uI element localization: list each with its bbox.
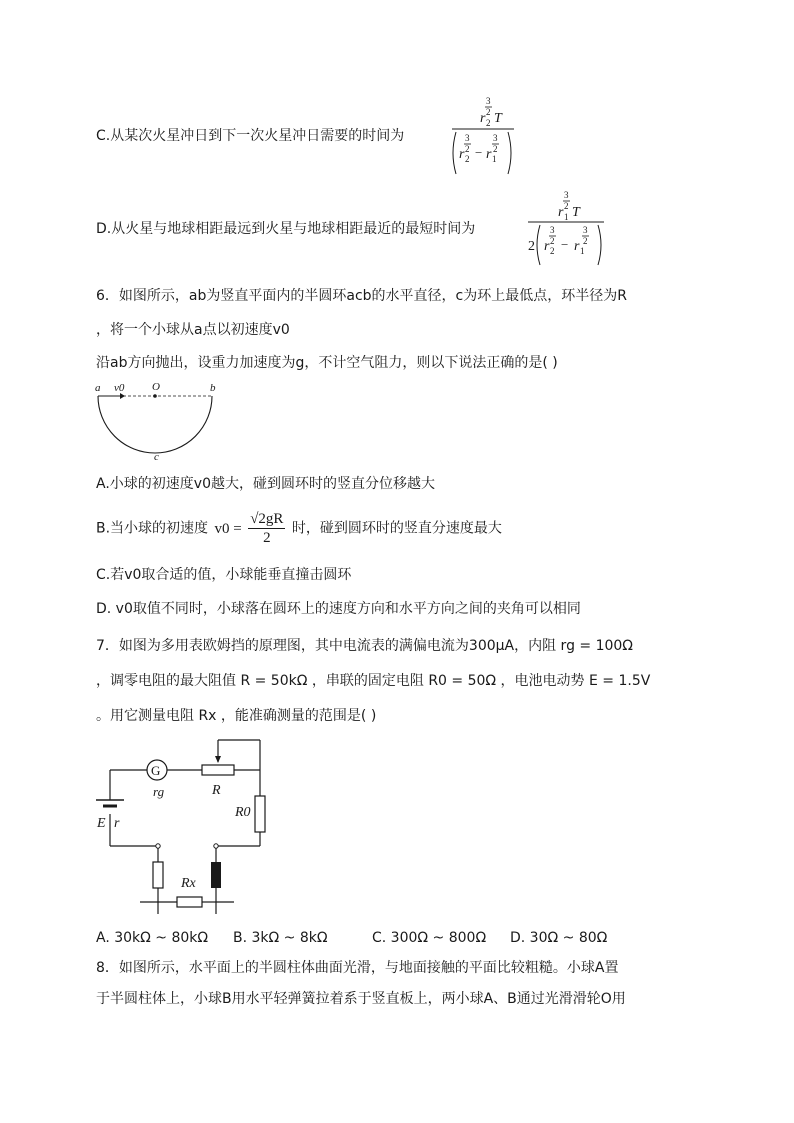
label-b: b	[210, 382, 216, 394]
svg-text:3: 3	[550, 225, 555, 235]
svg-text:3: 3	[564, 190, 569, 200]
svg-text:T: T	[572, 205, 580, 220]
label-O: O	[152, 381, 160, 393]
q5-option-c-formula	[448, 96, 528, 182]
q6-semicircle-figure	[92, 380, 222, 462]
q6-option-b-lhs: v0 =	[214, 520, 242, 537]
svg-text:1: 1	[580, 246, 585, 256]
svg-text:r: r	[544, 239, 550, 254]
svg-text:2: 2	[486, 118, 491, 128]
svg-text:T: T	[494, 111, 502, 126]
probe-left	[153, 862, 163, 888]
semicircle-acb	[98, 396, 212, 453]
label-r: r	[114, 816, 120, 831]
q5-option-d-formula	[526, 190, 610, 272]
q6-stem-line2: ，将一个小球从a点以初速度v0	[96, 322, 290, 338]
q8-stem-line1: 8．如图所示，水平面上的半圆柱体曲面光滑，与地面接触的平面比较粗糙。小球A置	[96, 960, 619, 976]
label-c: c	[154, 451, 159, 462]
svg-text:−: −	[475, 145, 483, 160]
svg-text:2: 2	[465, 154, 470, 164]
q5-option-c	[96, 126, 404, 146]
svg-text:2: 2	[493, 144, 498, 154]
svg-text:3: 3	[583, 225, 588, 235]
svg-text:−: −	[561, 237, 569, 252]
svg-text:1: 1	[564, 212, 569, 222]
label-rg: rg	[153, 784, 165, 799]
svg-text:r: r	[480, 111, 486, 126]
q7-option-d: D. 30Ω ~ 80Ω	[510, 930, 608, 946]
svg-text:1: 1	[492, 154, 497, 164]
q6-stem-line3: 沿ab方向抛出，设重力加速度为g，不计空气阻力，则以下说法正确的是( )	[96, 355, 558, 371]
label-E: E	[97, 816, 106, 831]
svg-text:2: 2	[528, 239, 535, 254]
svg-text:2: 2	[550, 236, 555, 246]
q6-option-b	[96, 510, 502, 547]
q7-option-c: C. 300Ω ~ 800Ω	[372, 930, 487, 946]
probe-right	[211, 862, 221, 888]
svg-text:2: 2	[564, 201, 569, 211]
resistor-r0	[255, 796, 265, 832]
q7-option-b: B. 3kΩ ~ 8kΩ	[233, 930, 328, 946]
q7-stem-line1: 7．如图为多用表欧姆挡的原理图，其中电流表的满偏电流为300μA，内阻 rg = 100Ω	[96, 638, 634, 654]
q6-option-b-fraction	[248, 510, 285, 547]
svg-text:2: 2	[465, 144, 470, 154]
q6-option-d: D. v0取值不同时，小球落在圆环上的速度方向和水平方向之间的夹角可以相同	[96, 601, 581, 617]
label-G: G	[151, 763, 161, 778]
q7-stem-line2: ，调零电阻的最大阻值 R = 50kΩ ，串联的固定电阻 R0 = 50Ω ，电池电动势 E = 1.5V	[96, 673, 651, 689]
svg-text:2: 2	[583, 236, 588, 246]
svg-text:r: r	[459, 147, 465, 162]
q6-option-a: A.小球的初速度v0越大，碰到圆环时的竖直分位移越大	[96, 476, 435, 492]
label-v0: v0	[114, 382, 125, 394]
q6-option-b-denominator: 2	[263, 530, 271, 546]
label-Rx: Rx	[181, 876, 196, 891]
svg-text:3: 3	[465, 133, 470, 143]
label-R: R	[212, 783, 221, 798]
svg-text:3: 3	[486, 96, 491, 106]
q8-stem-line2: 于半圆柱体上，小球B用水平轻弹簧拉着系于竖直板上，两小球A、B通过光滑滑轮O用	[96, 991, 626, 1007]
q7-circuit-figure	[92, 734, 272, 916]
q5-option-c-text: C.从某次火星冲日到下一次火星冲日需要的时间为	[96, 128, 405, 144]
q7-stem-line3: 。用它测量电阻 Rx ，能准确测量的范围是( )	[96, 708, 377, 724]
q6-option-b-pre: B.当小球的初速度	[96, 520, 209, 537]
svg-text:r: r	[558, 205, 564, 220]
label-a: a	[95, 382, 101, 394]
svg-text:r: r	[486, 147, 492, 162]
q6-option-c: C.若v0取合适的值，小球能垂直撞击圆环	[96, 567, 352, 583]
rheostat-r	[202, 765, 234, 775]
q5-option-d	[96, 219, 475, 239]
q5-option-d-text: D.从火星与地球相距最远到火星与地球相距最近的最短时间为	[96, 221, 476, 237]
q6-option-b-post: 时，碰到圆环时的竖直分速度最大	[291, 520, 502, 537]
svg-text:2: 2	[550, 246, 555, 256]
label-R0: R0	[235, 805, 251, 820]
svg-text:3: 3	[493, 133, 498, 143]
svg-text:r: r	[574, 239, 580, 254]
svg-text:2: 2	[486, 107, 491, 117]
q6-stem-line1: 6．如图所示，ab为竖直平面内的半圆环acb的水平直径，c为环上最低点，环半径为R	[96, 288, 627, 304]
q6-option-b-numerator: √2gR	[250, 511, 284, 527]
q7-option-a: A. 30kΩ ~ 80kΩ	[96, 930, 209, 946]
center-point	[153, 394, 157, 398]
resistor-rx	[177, 897, 202, 907]
